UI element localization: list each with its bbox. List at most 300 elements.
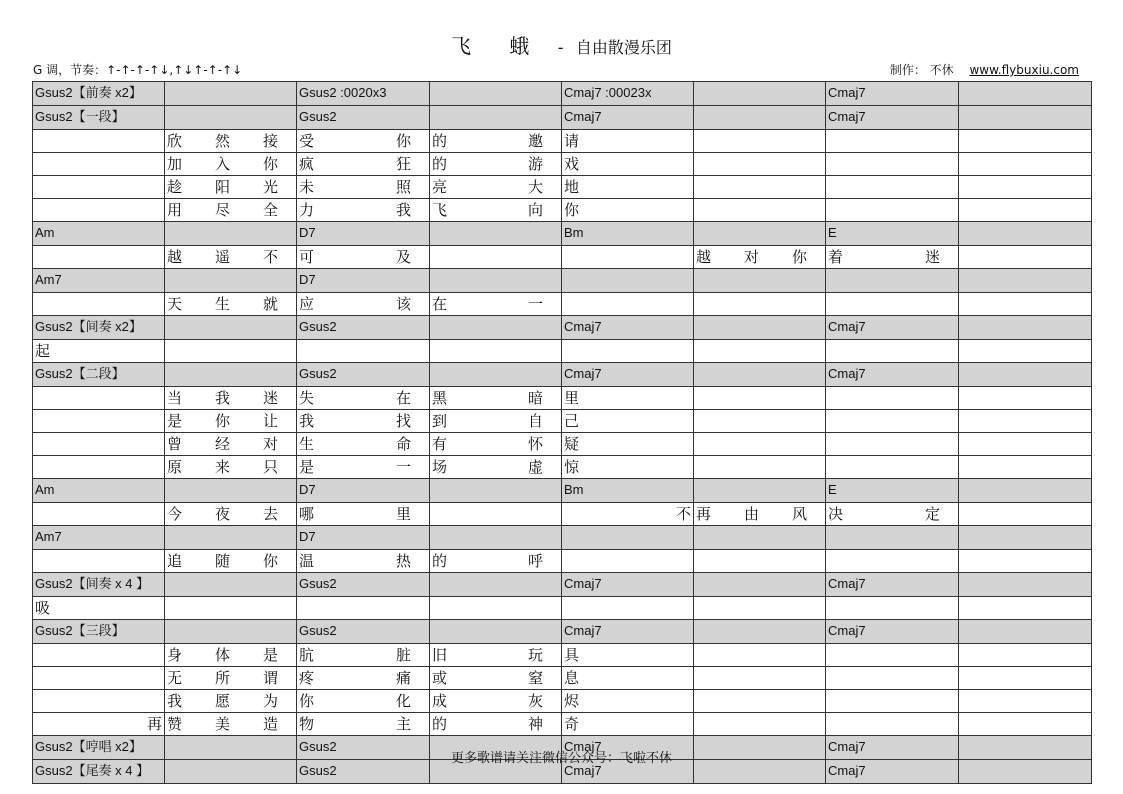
lyric-cell [430, 667, 562, 690]
lyric-row [33, 690, 1092, 713]
lyric-text [299, 130, 429, 152]
lyric-char: 温 [299, 552, 315, 570]
lyric-text: 戏 [564, 155, 580, 173]
lyric-cell [826, 713, 959, 736]
lyric-char: 美 [214, 715, 230, 733]
lyric-cell [959, 550, 1092, 573]
lyric-cell [959, 667, 1092, 690]
lyric-cell [430, 130, 562, 153]
chord-label: D7 [299, 225, 316, 240]
lyric-char: 身 [167, 646, 183, 664]
chord-label: Gsus2【哼唱 x2】 [35, 739, 142, 754]
lyric-char: 化 [395, 692, 411, 710]
footer-note: 更多歌谱请关注微信公众号：飞啦不休 [450, 751, 672, 766]
chord-cell [33, 222, 165, 246]
lyric-cell [694, 293, 826, 316]
chord-cell [430, 82, 562, 106]
chord-cell [297, 82, 430, 106]
lyric-char: 成 [432, 692, 448, 710]
chord-label: Bm [564, 482, 584, 497]
lyric-char: 脏 [395, 646, 411, 664]
chord-cell [33, 526, 165, 550]
chord-cell [826, 82, 959, 106]
chord-label: Cmaj7 [564, 576, 602, 591]
lyric-cell [694, 503, 826, 526]
chord-row [33, 573, 1092, 597]
chord-cell [694, 620, 826, 644]
chord-label: Gsus2 [299, 623, 337, 638]
chord-label: Gsus2 :0020x3 [299, 85, 387, 100]
lyric-text [167, 433, 296, 455]
chord-label: Cmaj7 :00023x [564, 85, 652, 100]
lyric-cell [297, 387, 430, 410]
lyric-text [167, 176, 296, 198]
lyric-char: 天 [167, 295, 183, 313]
lyric-char: 怀 [527, 435, 543, 453]
lyric-char: 窒 [527, 669, 543, 687]
lyric-cell [959, 690, 1092, 713]
lyric-cell [33, 644, 165, 667]
chord-cell [562, 106, 694, 130]
chord-cell [562, 526, 694, 550]
song-name: 飞 蛾 [451, 34, 546, 58]
lyric-char: 场 [432, 458, 448, 476]
lyric-cell [826, 387, 959, 410]
lyric-row [33, 433, 1092, 456]
chord-row [33, 363, 1092, 387]
lyric-text [432, 176, 561, 198]
chord-cell [33, 316, 165, 340]
lyric-cell [562, 690, 694, 713]
lyric-cell [562, 410, 694, 433]
lyric-char: 的 [432, 552, 448, 570]
lyric-text [432, 387, 561, 409]
chord-label: Cmaj7 [564, 739, 602, 754]
lyric-cell [165, 199, 297, 222]
lyric-text [432, 130, 561, 152]
lyric-char: 接 [262, 132, 278, 150]
chord-cell [694, 106, 826, 130]
lyric-char: 游 [527, 155, 543, 173]
chord-row [33, 269, 1092, 293]
lyric-char: 主 [395, 715, 411, 733]
chord-cell [959, 573, 1092, 597]
chord-label: Am7 [35, 272, 62, 287]
chord-cell [694, 269, 826, 293]
lyric-row [33, 340, 1092, 363]
lyric-cell [430, 387, 562, 410]
lyric-cell [165, 340, 297, 363]
lyric-text: 息 [564, 669, 580, 687]
lyric-cell [694, 410, 826, 433]
lyric-text [299, 667, 429, 689]
lyric-char: 我 [395, 201, 411, 219]
lyric-char: 失 [299, 389, 315, 407]
lyric-cell [826, 130, 959, 153]
lyric-cell [430, 713, 562, 736]
lyric-char: 迷 [262, 389, 278, 407]
lyric-cell [297, 293, 430, 316]
chord-label: Cmaj7 [564, 319, 602, 334]
lyric-cell [297, 340, 430, 363]
lyric-char: 的 [432, 132, 448, 150]
chord-cell [959, 106, 1092, 130]
lyric-char: 里 [395, 505, 411, 523]
lyric-text [696, 503, 825, 525]
chord-cell [430, 222, 562, 246]
lyric-char: 照 [395, 178, 411, 196]
chord-label: Cmaj7 [564, 109, 602, 124]
lyric-cell [959, 153, 1092, 176]
chord-label: Cmaj7 [828, 739, 866, 754]
chord-cell [959, 363, 1092, 387]
lyric-cell [33, 456, 165, 479]
lyric-char: 灰 [527, 692, 543, 710]
lyric-char: 风 [791, 505, 807, 523]
lyric-cell [430, 644, 562, 667]
chord-label: Gsus2【尾奏 x 4 】 [35, 763, 150, 778]
lyric-char: 造 [262, 715, 278, 733]
lyric-char: 向 [527, 201, 543, 219]
lyric-cell [165, 130, 297, 153]
lyric-cell [165, 713, 297, 736]
lyric-char: 你 [214, 412, 230, 430]
lyric-cell [959, 503, 1092, 526]
lyric-char: 越 [696, 248, 712, 266]
lyric-text [432, 690, 561, 712]
lyric-cell [562, 667, 694, 690]
chord-cell [959, 82, 1092, 106]
lyric-text: 你 [564, 201, 580, 219]
chord-row [33, 82, 1092, 106]
lyric-text [167, 153, 296, 175]
lyric-cell [959, 293, 1092, 316]
lyric-text [299, 503, 429, 525]
chord-cell [33, 573, 165, 597]
lyric-cell [959, 713, 1092, 736]
lyric-text [299, 387, 429, 409]
lyric-cell [694, 340, 826, 363]
lyric-cell [430, 246, 562, 269]
lyric-char: 热 [395, 552, 411, 570]
lyric-char: 全 [262, 201, 278, 219]
chord-label: Cmaj7 [564, 763, 602, 778]
lyric-text [167, 644, 296, 666]
lyric-text [828, 246, 958, 268]
lyric-cell [33, 410, 165, 433]
lyric-cell [694, 667, 826, 690]
chord-cell [826, 106, 959, 130]
chord-cell [694, 363, 826, 387]
lyric-cell [562, 713, 694, 736]
lyric-text: 里 [564, 389, 580, 407]
lyric-char: 旧 [432, 646, 448, 664]
lyric-char: 不 [262, 248, 278, 266]
lyric-cell [33, 667, 165, 690]
chord-label: Gsus2【二段】 [35, 366, 125, 381]
chord-label: D7 [299, 482, 316, 497]
lyric-char: 为 [262, 692, 278, 710]
chord-cell [694, 526, 826, 550]
lyric-cell [165, 644, 297, 667]
chord-cell [165, 620, 297, 644]
lyric-cell [694, 153, 826, 176]
chord-cell [694, 222, 826, 246]
chord-cell [430, 526, 562, 550]
lyric-char: 疯 [299, 155, 315, 173]
lyric-cell [562, 550, 694, 573]
lyric-char: 应 [299, 295, 315, 313]
lyric-text [167, 246, 296, 268]
lyric-char: 来 [214, 458, 230, 476]
lyric-text [432, 199, 561, 221]
chord-cell [562, 82, 694, 106]
chord-cell [165, 269, 297, 293]
lyric-cell [33, 690, 165, 713]
chord-cell [165, 363, 297, 387]
lyric-cell [165, 293, 297, 316]
lyric-char: 该 [395, 295, 411, 313]
lyric-char: 着 [828, 248, 844, 266]
lyric-char: 可 [299, 248, 315, 266]
lyric-text [299, 246, 429, 268]
lyric-char: 体 [214, 646, 230, 664]
chord-label: Cmaj7 [564, 366, 602, 381]
chord-cell [826, 573, 959, 597]
lyric-text [432, 550, 561, 572]
lyric-char: 欣 [167, 132, 183, 150]
chord-row [33, 479, 1092, 503]
chord-cell [165, 316, 297, 340]
lyric-cell [297, 433, 430, 456]
lyric-char: 狂 [395, 155, 411, 173]
lyric-cell [297, 644, 430, 667]
lyric-cell [165, 550, 297, 573]
lyric-cell [297, 410, 430, 433]
lyric-cell [959, 176, 1092, 199]
lyric-text: 吸 [35, 599, 51, 617]
lyric-cell [165, 410, 297, 433]
lyric-char: 神 [527, 715, 543, 733]
lyric-text [432, 410, 561, 432]
chord-label: Gsus2 [299, 576, 337, 591]
chord-cell [33, 620, 165, 644]
lyric-cell [959, 433, 1092, 456]
lyric-char: 对 [743, 248, 759, 266]
chord-cell [430, 316, 562, 340]
lyric-text [432, 293, 561, 315]
lyric-cell [562, 644, 694, 667]
lyric-cell [826, 199, 959, 222]
lyric-text: 再 [146, 715, 162, 733]
lyric-char: 阳 [214, 178, 230, 196]
lyric-row [33, 293, 1092, 316]
lyric-cell [826, 293, 959, 316]
lyric-text [432, 153, 561, 175]
lyric-cell [694, 199, 826, 222]
chord-label: Am7 [35, 529, 62, 544]
chord-cell [165, 222, 297, 246]
chord-cell [694, 573, 826, 597]
chord-cell [562, 269, 694, 293]
lyric-char: 夜 [214, 505, 230, 523]
lyric-text [299, 433, 429, 455]
lyric-char: 追 [167, 552, 183, 570]
lyric-text [299, 153, 429, 175]
chord-cell [826, 479, 959, 503]
lyric-cell [826, 503, 959, 526]
chord-row [33, 526, 1092, 550]
lyric-cell [430, 153, 562, 176]
lyric-cell [562, 503, 694, 526]
lyric-cell [562, 246, 694, 269]
lyric-char: 是 [167, 412, 183, 430]
credits [890, 61, 1079, 78]
chord-cell [826, 269, 959, 293]
lyric-cell [165, 667, 297, 690]
lyric-text [167, 387, 296, 409]
chord-cell [297, 363, 430, 387]
chord-cell [165, 479, 297, 503]
lyric-cell [33, 550, 165, 573]
lyric-char: 就 [262, 295, 278, 313]
lyric-char: 黑 [432, 389, 448, 407]
chord-label: Am [35, 482, 55, 497]
chord-cell [959, 479, 1092, 503]
lyric-char: 肮 [299, 646, 315, 664]
lyric-cell [959, 410, 1092, 433]
website-link[interactable]: www.flybuxiu.com [969, 63, 1079, 77]
lyric-char: 找 [395, 412, 411, 430]
lyric-text [167, 410, 296, 432]
lyric-cell [165, 153, 297, 176]
chord-label: Bm [564, 225, 584, 240]
lyric-text: 惊 [564, 458, 580, 476]
lyric-cell [33, 713, 165, 736]
chord-cell [694, 479, 826, 503]
lyric-cell [430, 293, 562, 316]
chord-row [33, 106, 1092, 130]
lyric-text [299, 713, 429, 735]
chord-lyric-sheet [32, 81, 1092, 784]
lyric-cell [959, 130, 1092, 153]
lyric-char: 你 [395, 132, 411, 150]
chord-cell [959, 316, 1092, 340]
chord-cell [562, 479, 694, 503]
chord-cell [297, 479, 430, 503]
chord-label: E [828, 225, 837, 240]
lyric-char: 随 [214, 552, 230, 570]
lyric-cell [694, 433, 826, 456]
lyric-char: 飞 [432, 201, 448, 219]
lyric-char: 光 [262, 178, 278, 196]
chord-cell [33, 479, 165, 503]
lyric-char: 谓 [262, 669, 278, 687]
lyric-char: 当 [167, 389, 183, 407]
lyric-text [167, 293, 296, 315]
lyric-char: 赞 [167, 715, 183, 733]
lyric-char: 未 [299, 178, 315, 196]
chord-cell [297, 269, 430, 293]
chord-label: Gsus2【间奏 x 4 】 [35, 576, 150, 591]
lyric-char: 在 [395, 389, 411, 407]
maker-label: 制作： 不休 [889, 63, 954, 77]
lyric-char: 到 [432, 412, 448, 430]
chord-label: Gsus2【三段】 [35, 623, 125, 638]
lyric-text: 具 [564, 646, 580, 664]
lyric-row [33, 199, 1092, 222]
chord-label: D7 [299, 272, 316, 287]
lyric-cell [959, 340, 1092, 363]
lyric-char: 邀 [527, 132, 543, 150]
lyric-text [432, 456, 561, 478]
chord-cell [694, 82, 826, 106]
lyric-cell [430, 597, 562, 620]
chord-cell [297, 106, 430, 130]
chord-cell [826, 620, 959, 644]
chord-label: D7 [299, 529, 316, 544]
chord-cell [33, 106, 165, 130]
chord-cell [959, 620, 1092, 644]
lyric-row [33, 410, 1092, 433]
chord-cell [165, 82, 297, 106]
lyric-text [432, 644, 561, 666]
lyric-char: 趁 [167, 178, 183, 196]
lyric-text [299, 199, 429, 221]
lyric-cell [562, 293, 694, 316]
lyric-text [167, 667, 296, 689]
lyric-char: 入 [214, 155, 230, 173]
lyric-char: 力 [299, 201, 315, 219]
lyric-text [299, 176, 429, 198]
chord-cell [165, 526, 297, 550]
chord-cell [297, 526, 430, 550]
lyric-char: 只 [262, 458, 278, 476]
lyric-text [696, 246, 825, 268]
lyric-char: 暗 [527, 389, 543, 407]
lyric-text [299, 456, 429, 478]
lyric-char: 经 [214, 435, 230, 453]
lyric-cell [562, 153, 694, 176]
lyric-char: 再 [696, 505, 712, 523]
lyric-cell [694, 713, 826, 736]
chord-cell [959, 526, 1092, 550]
lyric-text [432, 667, 561, 689]
lyric-cell [165, 503, 297, 526]
lyric-cell [959, 387, 1092, 410]
lyric-cell [297, 176, 430, 199]
chord-label: Cmaj7 [828, 85, 866, 100]
chord-label: E [828, 482, 837, 497]
chord-cell [430, 573, 562, 597]
lyric-char: 疼 [299, 669, 315, 687]
lyric-char: 你 [262, 155, 278, 173]
lyric-cell [297, 667, 430, 690]
lyric-text: 烬 [564, 692, 580, 710]
lyric-cell [430, 690, 562, 713]
lyric-char: 曾 [167, 435, 183, 453]
lyric-cell [33, 246, 165, 269]
lyric-text [299, 410, 429, 432]
chord-label: Gsus2【间奏 x2】 [35, 319, 142, 334]
lyric-cell [165, 433, 297, 456]
lyric-row [33, 153, 1092, 176]
chord-cell [165, 106, 297, 130]
lyric-char: 我 [299, 412, 315, 430]
chord-label: Cmaj7 [828, 109, 866, 124]
lyric-cell [694, 597, 826, 620]
lyric-cell [165, 456, 297, 479]
